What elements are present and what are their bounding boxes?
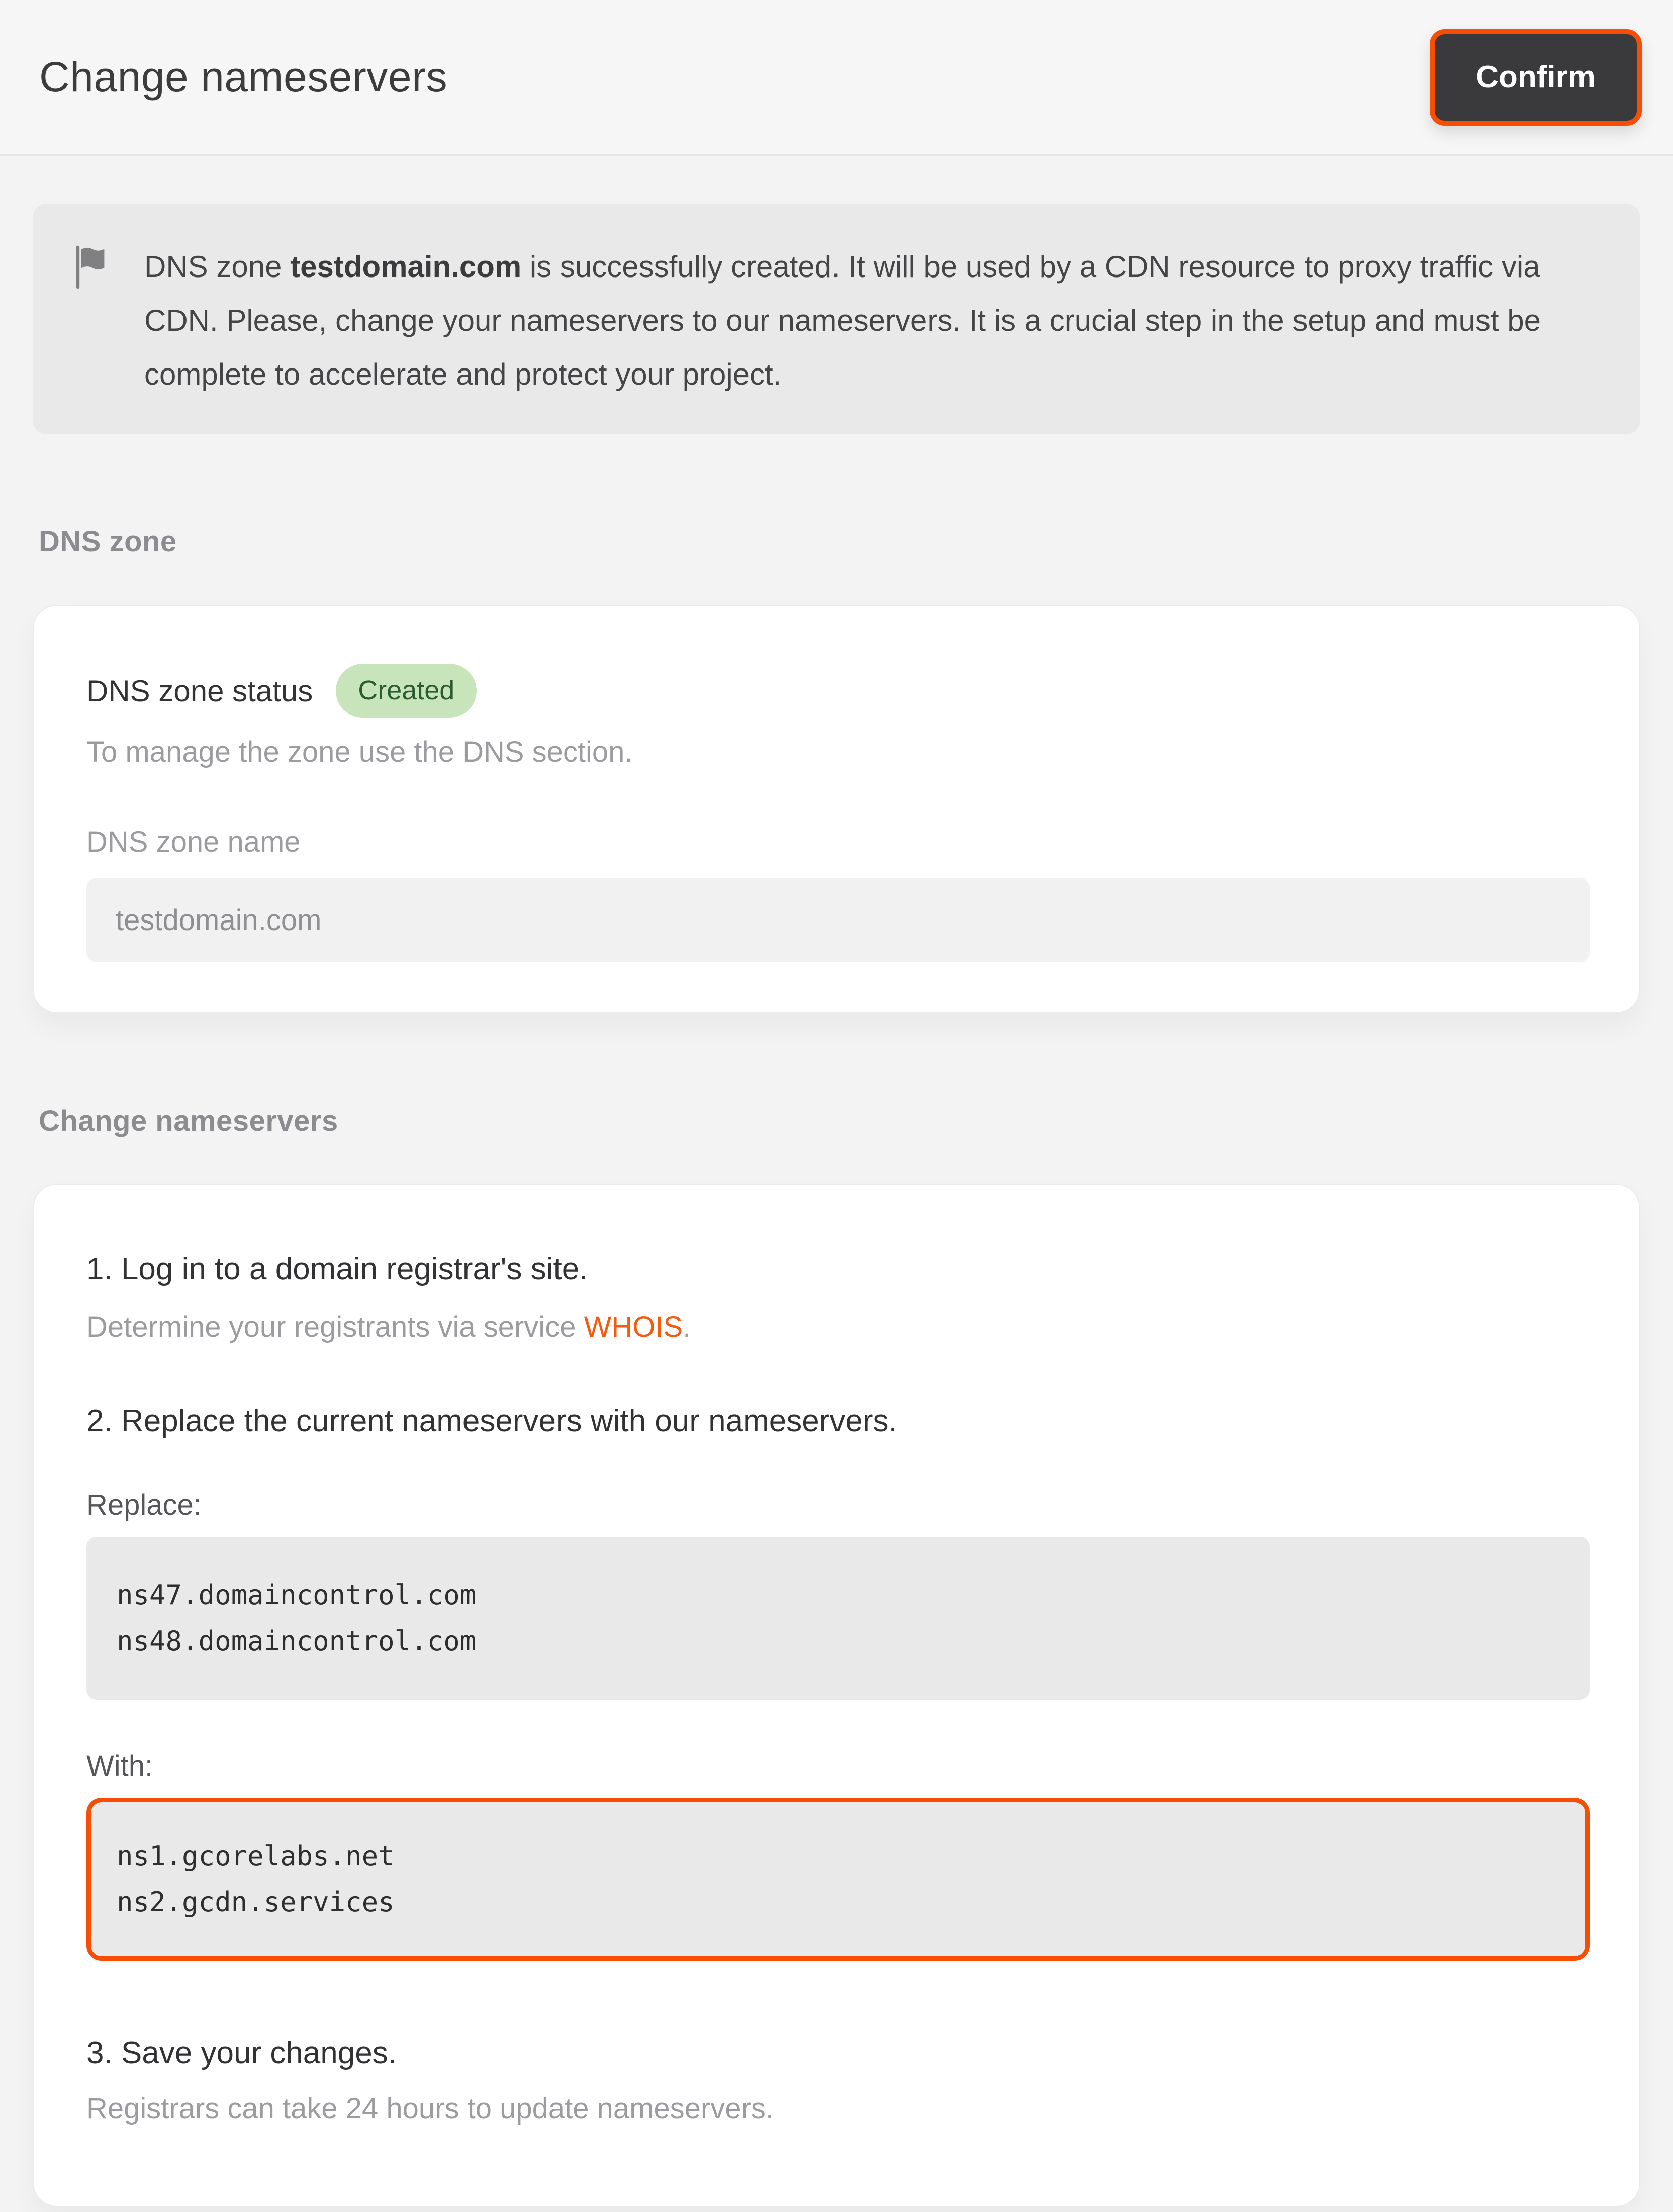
step2-title: 2. Replace the current nameservers with our nameservers.: [86, 1404, 897, 1438]
flag-icon: [68, 243, 116, 291]
with-nameserver-2: ns2.gcdn.services: [117, 1886, 395, 1918]
dns-zone-name-label: DNS zone name: [86, 825, 301, 858]
banner-domain: testdomain.com: [290, 250, 522, 284]
dns-zone-card: [33, 605, 1640, 1013]
dns-zone-status-row: [86, 664, 1589, 718]
replace-label: Replace:: [86, 1489, 202, 1521]
step1-text: Determine your registrants via service: [86, 1311, 584, 1343]
change-nameservers-card: [33, 1184, 1640, 2207]
whois-link[interactable]: WHOIS: [584, 1311, 683, 1343]
step3-title: 3. Save your changes.: [86, 2036, 397, 2070]
step3-subtitle: Registrars can take 24 hours to update nameservers.: [86, 2092, 774, 2125]
page-header: [0, 0, 1673, 156]
step1-text-end: .: [683, 1311, 691, 1343]
dns-zone-status-help: To manage the zone use the DNS section.: [86, 735, 633, 768]
banner-text-part2: is successfully created. It will be used by a CDN resource to proxy traffic via CDN. Please, change your nameservers to our nameservers. It is a crucial step in the setup and must be complete to accelerate and protect your project.: [144, 250, 1541, 391]
dns-zone-status-label: DNS zone status: [86, 674, 313, 708]
replace-nameserver-1: ns47.domaincontrol.com: [117, 1579, 477, 1611]
info-banner: [33, 204, 1640, 434]
with-nameservers-block: [86, 1798, 1590, 1961]
section-heading-change-nameservers: Change nameservers: [39, 1104, 338, 1137]
confirm-button[interactable]: Confirm: [1430, 29, 1642, 126]
step1-title: 1. Log in to a domain registrar's site.: [86, 1252, 588, 1286]
with-label: With:: [86, 1749, 153, 1782]
page-content: [0, 204, 1673, 2207]
status-badge: Created: [336, 664, 477, 718]
replace-nameserver-2: ns48.domaincontrol.com: [117, 1625, 477, 1657]
with-nameserver-1: ns1.gcorelabs.net: [117, 1840, 395, 1872]
section-heading-dns-zone: DNS zone: [39, 525, 177, 558]
banner-text: [144, 240, 1605, 401]
banner-text-part1: DNS zone: [144, 250, 291, 284]
page-title: Change nameservers: [39, 53, 448, 101]
step1-subtitle: [86, 1310, 1589, 1344]
replace-nameservers-block: [86, 1537, 1590, 1700]
dns-zone-name-input[interactable]: [86, 878, 1590, 962]
